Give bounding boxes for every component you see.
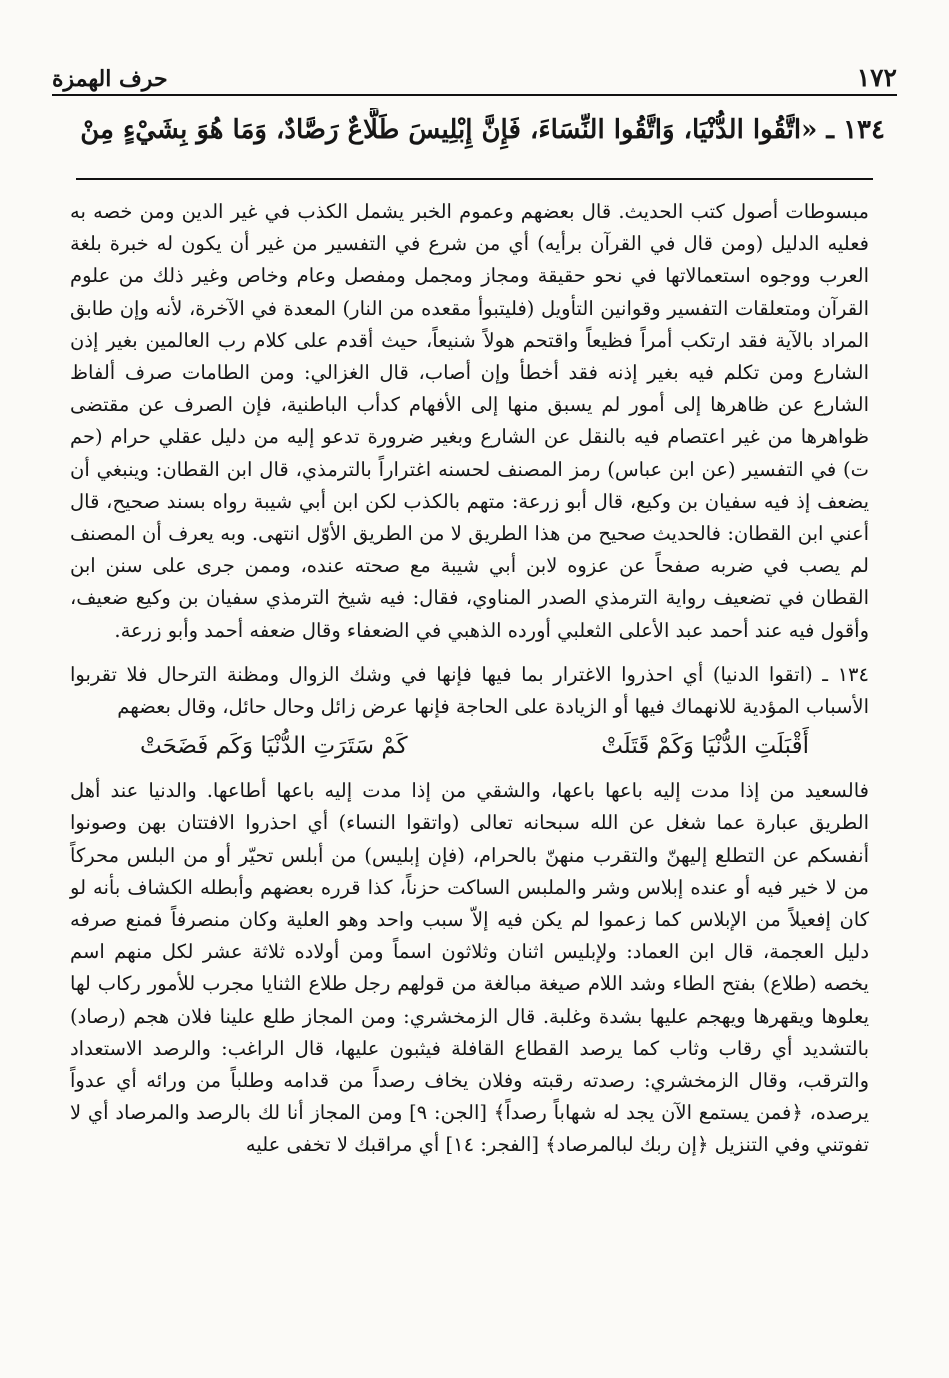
page-header bbox=[52, 60, 897, 96]
commentary bbox=[70, 196, 869, 1162]
commentary-paragraph: ١٣٤ ـ (اتقوا الدنيا) أي احذروا الاغترار بما فيها فإنها في وشك الزوال ومظنة الترحال فلا تقربوا الأسباب المؤدية للانهماك فيها أو الزيادة على الحاجة فإنها عرض زائل وحال حائل، وقال بعضهم bbox=[70, 662, 869, 719]
commentary-paragraph: مبسوطات أصول كتب الحديث. قال بعضهم وعموم الخبر يشمل الكذب في غير الدين ومن خصه به فعليه الدليل (ومن قال في القرآن برأيه) أي من شرع في التفسير من غير أن يكون له خبرة بلغة العرب ووجوه استعمالاتها في نحو حقيقة ومجاز ومجمل ومفصل وعام وخاص وغير ذلك من علوم القرآن ومتعلقات التفسير وقوانين التأويل (فليتبوأ مقعده من النار) المعدة في الآخرة، لأنه وإن طابق المراد بالآية فقد ارتكب أمراً فظيعاً واقتحم هولاً شنيعاً، حيث أقدم على كلام رب العالمين بغير إذن الشارع ومن تكلم فيه بغير إذنه فقد أخطأ وإن أصاب، قال الغزالي: ومن الطامات صرف ألفاظ الشارع عن ظاهرها إلى أمور لم يسبق منها إلى الأفهام كدأب الباطنية، فإن الصرف عن مقتضى ظواهرها من غير اعتصام فيه بالنقل عن الشارع وبغير ضرورة تدعو إليه من دليل عقلي حرام (حم ت) في التفسير (عن ابن عباس) رمز المصنف لحسنه اغتراراً بالترمذي، قال ابن القطان: وينبغي أن يضعف إذ فيه سفيان بن وكيع، قال أبو زرعة: متهم بالكذب لكن ابن أبي شيبة رواه بسند صحيح، قال أعني ابن القطان: فالحديث صحيح من هذا الطريق لا من الطريق الأوّل انتهى. وبه يعرف أن المصنف لم يصب في ضربه صفحاً عن عزوه لابن أبي شيبة مع صحته عنده، وممن جرى على سنن ابن القطان في تضعيف رواية الترمذي الصدر المناوي، فقال: فيه شيخ الترمذي سفيان بن وكيع ضعيف، وأقول فيه عند أحمد عبد الأعلى الثعلبي أورده الذهبي في الضعفاء وقال ضعفه أحمد وأبو زرعة. bbox=[70, 200, 869, 642]
poem-verse bbox=[70, 723, 869, 775]
running-title: حرف الهمزة bbox=[52, 66, 168, 92]
footnote-divider bbox=[76, 178, 873, 180]
page-number: ١٧٢ bbox=[856, 63, 897, 92]
poem-hemistich-second: كَمْ سَتَرَتِ الدُّنْيَا وَكَم فَضَحَتْ bbox=[140, 733, 408, 760]
hadith-text: ١٣٤ ـ «اتَّقُوا الدُّنْيَا، وَاتَّقُوا النِّسَاءَ، فَإِنَّ إِبْلِيسَ طَلَّاعٌ رَصَّادٌ، وَمَا هُوَ بِشَيْءٍ مِنْ bbox=[80, 115, 885, 145]
poem-hemistich-first: أَقْبَلَتِ الدُّنْيَا وَكَمْ قَتَلَتْ bbox=[601, 733, 809, 760]
commentary-paragraph: فالسعيد من إذا مدت إليه باعها باعها، والشقي من إذا مدت إليه باعها أطاعها. والدنيا عند أهل الطريق عبارة عما شغل عن الله سبحانه تعالى (واتقوا النساء) أي احذروا الافتتان بهن وصونوا أنفسكم عن التطلع إليهنّ والتقرب منهنّ بالحرام، (فإن إبليس) من أبلس تحيّر أو من البلس محركاً من لا خير فيه أو عنده إبلاس وشر والملبس الساكت حزناً، كذا قرره بعضهم وأبطله الكشاف بأنه لو كان إفعيلاً من الإبلاس كما زعموا لم يكن فيه إلاّ سبب واحد وهو العلية وكان منصرفاً فمنع صرفه دليل العجمة، قال ابن العماد: ولإبليس اثنان وثلاثون اسماً ومن أولاده ثلاثة عشر لكل منهم اسم يخصه (طلاع) بفتح الطاء وشد اللام صيغة مبالغة من قولهم رجل طلاع الثنايا مجرب للأمور ركاب لها يعلوها ويقهرها ويهجم عليها بشدة وغلبة. قال الزمخشري: ومن المجاز طلع علينا فلان هجم (رصاد) بالتشديد أي رقاب وثاب كما يرصد القطاع القافلة فيثبون عليها، قال الراغب: والرصد الاستعداد والترقب، وقال الزمخشري: رصدته رقبته وفلان يخاف رصداً من قدامه وطلباً من ورائه أي عدواً يرصده، ﴿فمن يستمع الآن يجد له شهاباً رصداً﴾ [الجن: ٩] ومن المجاز أنا لك بالرصد والمرصاد أي لا تفوتني وفي التنزيل ﴿إن ربك لبالمرصاد﴾ [الفجر: ١٤] أي مراقبك لا تخفى عليه bbox=[70, 779, 869, 1157]
